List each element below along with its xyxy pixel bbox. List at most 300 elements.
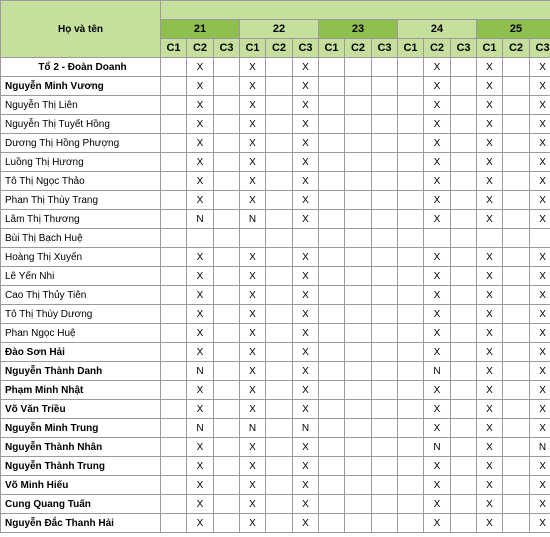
shift-mark-cell[interactable]: X: [477, 476, 503, 495]
shift-mark-cell[interactable]: [266, 134, 293, 153]
shift-mark-cell[interactable]: [345, 362, 372, 381]
shift-mark-cell[interactable]: [451, 381, 477, 400]
shift-mark-cell[interactable]: [398, 248, 424, 267]
shift-mark-cell[interactable]: [503, 476, 530, 495]
shift-mark-cell[interactable]: X: [530, 134, 550, 153]
shift-mark-cell[interactable]: [503, 305, 530, 324]
shift-mark-cell[interactable]: X: [240, 191, 266, 210]
shift-mark-cell[interactable]: [266, 457, 293, 476]
shift-mark-cell[interactable]: [161, 476, 187, 495]
shift-mark-cell[interactable]: [451, 77, 477, 96]
shift-mark-cell[interactable]: X: [240, 495, 266, 514]
shift-mark-cell[interactable]: X: [293, 96, 319, 115]
shift-mark-cell[interactable]: [398, 191, 424, 210]
shift-mark-cell[interactable]: [345, 248, 372, 267]
shift-mark-cell[interactable]: [161, 267, 187, 286]
shift-mark-cell[interactable]: [451, 305, 477, 324]
shift-mark-cell[interactable]: [266, 400, 293, 419]
shift-mark-cell[interactable]: X: [424, 248, 451, 267]
shift-mark-cell[interactable]: [372, 286, 398, 305]
shift-mark-cell[interactable]: [451, 96, 477, 115]
shift-mark-cell[interactable]: [451, 172, 477, 191]
shift-mark-cell[interactable]: [372, 96, 398, 115]
shift-mark-cell[interactable]: [345, 153, 372, 172]
shift-mark-cell[interactable]: [319, 305, 345, 324]
shift-mark-cell[interactable]: X: [424, 495, 451, 514]
shift-mark-cell[interactable]: [266, 229, 293, 248]
shift-mark-cell[interactable]: X: [240, 77, 266, 96]
shift-mark-cell[interactable]: [398, 381, 424, 400]
shift-mark-cell[interactable]: [161, 457, 187, 476]
shift-mark-cell[interactable]: [503, 229, 530, 248]
shift-mark-cell[interactable]: [372, 305, 398, 324]
shift-mark-cell[interactable]: N: [240, 210, 266, 229]
shift-mark-cell[interactable]: X: [187, 476, 214, 495]
shift-mark-cell[interactable]: X: [424, 324, 451, 343]
shift-mark-cell[interactable]: X: [477, 115, 503, 134]
shift-mark-cell[interactable]: X: [477, 153, 503, 172]
shift-mark-cell[interactable]: X: [477, 400, 503, 419]
shift-mark-cell[interactable]: [214, 134, 240, 153]
shift-mark-cell[interactable]: X: [187, 286, 214, 305]
shift-mark-cell[interactable]: [398, 495, 424, 514]
shift-mark-cell[interactable]: X: [424, 400, 451, 419]
shift-mark-cell[interactable]: X: [477, 419, 503, 438]
shift-mark-cell[interactable]: [240, 229, 266, 248]
shift-mark-cell[interactable]: [372, 153, 398, 172]
shift-mark-cell[interactable]: X: [293, 476, 319, 495]
shift-mark-cell[interactable]: [161, 248, 187, 267]
shift-mark-cell[interactable]: X: [187, 96, 214, 115]
shift-mark-cell[interactable]: X: [187, 514, 214, 533]
shift-mark-cell[interactable]: [503, 438, 530, 457]
shift-mark-cell[interactable]: X: [187, 457, 214, 476]
shift-mark-cell[interactable]: X: [530, 267, 550, 286]
shift-mark-cell[interactable]: X: [477, 96, 503, 115]
shift-mark-cell[interactable]: X: [293, 286, 319, 305]
shift-mark-cell[interactable]: [398, 267, 424, 286]
shift-mark-cell[interactable]: [398, 438, 424, 457]
shift-mark-cell[interactable]: [161, 343, 187, 362]
shift-mark-cell[interactable]: [319, 381, 345, 400]
shift-mark-cell[interactable]: [398, 476, 424, 495]
shift-mark-cell[interactable]: [345, 115, 372, 134]
shift-mark-cell[interactable]: [398, 343, 424, 362]
shift-mark-cell[interactable]: X: [293, 457, 319, 476]
shift-mark-cell[interactable]: [319, 286, 345, 305]
shift-mark-cell[interactable]: X: [477, 134, 503, 153]
shift-mark-cell[interactable]: X: [477, 267, 503, 286]
shift-mark-cell[interactable]: [319, 476, 345, 495]
shift-mark-cell[interactable]: [345, 305, 372, 324]
shift-mark-cell[interactable]: [214, 362, 240, 381]
shift-mark-cell[interactable]: X: [424, 514, 451, 533]
shift-mark-cell[interactable]: [398, 305, 424, 324]
shift-mark-cell[interactable]: X: [240, 324, 266, 343]
shift-mark-cell[interactable]: [503, 58, 530, 77]
shift-mark-cell[interactable]: X: [240, 134, 266, 153]
shift-mark-cell[interactable]: [451, 362, 477, 381]
shift-mark-cell[interactable]: [319, 248, 345, 267]
shift-mark-cell[interactable]: [372, 514, 398, 533]
shift-mark-cell[interactable]: X: [293, 438, 319, 457]
shift-mark-cell[interactable]: X: [424, 457, 451, 476]
shift-mark-cell[interactable]: X: [530, 381, 550, 400]
shift-mark-cell[interactable]: [161, 495, 187, 514]
shift-mark-cell[interactable]: [161, 77, 187, 96]
shift-mark-cell[interactable]: [451, 115, 477, 134]
shift-mark-cell[interactable]: N: [293, 419, 319, 438]
shift-mark-cell[interactable]: [451, 476, 477, 495]
shift-mark-cell[interactable]: X: [477, 438, 503, 457]
shift-mark-cell[interactable]: X: [530, 305, 550, 324]
shift-mark-cell[interactable]: [372, 77, 398, 96]
shift-mark-cell[interactable]: X: [530, 362, 550, 381]
shift-mark-cell[interactable]: [214, 419, 240, 438]
shift-mark-cell[interactable]: X: [477, 77, 503, 96]
shift-mark-cell[interactable]: X: [530, 514, 550, 533]
shift-mark-cell[interactable]: [398, 96, 424, 115]
shift-mark-cell[interactable]: [451, 248, 477, 267]
shift-mark-cell[interactable]: X: [293, 514, 319, 533]
shift-mark-cell[interactable]: X: [530, 419, 550, 438]
shift-mark-cell[interactable]: [372, 419, 398, 438]
shift-mark-cell[interactable]: [161, 286, 187, 305]
shift-mark-cell[interactable]: X: [293, 381, 319, 400]
shift-mark-cell[interactable]: N: [424, 362, 451, 381]
shift-mark-cell[interactable]: [266, 286, 293, 305]
shift-mark-cell[interactable]: [345, 381, 372, 400]
shift-mark-cell[interactable]: [398, 77, 424, 96]
shift-mark-cell[interactable]: X: [477, 514, 503, 533]
shift-mark-cell[interactable]: X: [187, 267, 214, 286]
shift-mark-cell[interactable]: [161, 324, 187, 343]
shift-mark-cell[interactable]: [319, 514, 345, 533]
shift-mark-cell[interactable]: [266, 495, 293, 514]
shift-mark-cell[interactable]: [214, 514, 240, 533]
shift-mark-cell[interactable]: [266, 362, 293, 381]
shift-mark-cell[interactable]: [503, 96, 530, 115]
shift-mark-cell[interactable]: [451, 419, 477, 438]
shift-mark-cell[interactable]: X: [240, 305, 266, 324]
shift-mark-cell[interactable]: [345, 58, 372, 77]
shift-mark-cell[interactable]: [214, 229, 240, 248]
shift-mark-cell[interactable]: [503, 210, 530, 229]
shift-mark-cell[interactable]: X: [293, 134, 319, 153]
shift-mark-cell[interactable]: [293, 229, 319, 248]
shift-mark-cell[interactable]: X: [530, 286, 550, 305]
shift-mark-cell[interactable]: N: [424, 438, 451, 457]
shift-mark-cell[interactable]: X: [240, 438, 266, 457]
shift-mark-cell[interactable]: [345, 210, 372, 229]
shift-mark-cell[interactable]: X: [293, 77, 319, 96]
shift-mark-cell[interactable]: [398, 400, 424, 419]
shift-mark-cell[interactable]: X: [240, 96, 266, 115]
shift-mark-cell[interactable]: X: [187, 381, 214, 400]
shift-mark-cell[interactable]: [503, 286, 530, 305]
shift-mark-cell[interactable]: [345, 191, 372, 210]
shift-mark-cell[interactable]: X: [424, 305, 451, 324]
shift-mark-cell[interactable]: [214, 343, 240, 362]
shift-mark-cell[interactable]: [503, 153, 530, 172]
shift-mark-cell[interactable]: X: [477, 191, 503, 210]
shift-mark-cell[interactable]: [398, 210, 424, 229]
shift-mark-cell[interactable]: X: [240, 172, 266, 191]
shift-mark-cell[interactable]: [451, 153, 477, 172]
shift-mark-cell[interactable]: [266, 324, 293, 343]
shift-mark-cell[interactable]: [503, 248, 530, 267]
shift-mark-cell[interactable]: [161, 400, 187, 419]
shift-mark-cell[interactable]: [319, 58, 345, 77]
shift-mark-cell[interactable]: X: [187, 324, 214, 343]
shift-mark-cell[interactable]: X: [240, 476, 266, 495]
shift-mark-cell[interactable]: [345, 457, 372, 476]
shift-mark-cell[interactable]: X: [293, 153, 319, 172]
shift-mark-cell[interactable]: X: [477, 324, 503, 343]
shift-mark-cell[interactable]: X: [240, 343, 266, 362]
shift-mark-cell[interactable]: [372, 476, 398, 495]
shift-mark-cell[interactable]: X: [187, 134, 214, 153]
shift-mark-cell[interactable]: X: [530, 248, 550, 267]
shift-mark-cell[interactable]: [345, 495, 372, 514]
shift-mark-cell[interactable]: [214, 210, 240, 229]
shift-mark-cell[interactable]: X: [477, 58, 503, 77]
shift-mark-cell[interactable]: [214, 400, 240, 419]
shift-mark-cell[interactable]: [503, 495, 530, 514]
shift-mark-cell[interactable]: [319, 495, 345, 514]
shift-mark-cell[interactable]: [372, 210, 398, 229]
shift-mark-cell[interactable]: [451, 324, 477, 343]
shift-mark-cell[interactable]: [214, 286, 240, 305]
shift-mark-cell[interactable]: [187, 229, 214, 248]
shift-mark-cell[interactable]: X: [424, 419, 451, 438]
shift-mark-cell[interactable]: X: [530, 172, 550, 191]
shift-mark-cell[interactable]: [372, 457, 398, 476]
shift-mark-cell[interactable]: N: [187, 210, 214, 229]
shift-mark-cell[interactable]: [503, 134, 530, 153]
shift-mark-cell[interactable]: N: [187, 362, 214, 381]
shift-mark-cell[interactable]: X: [293, 58, 319, 77]
shift-mark-cell[interactable]: [161, 134, 187, 153]
shift-mark-cell[interactable]: X: [187, 58, 214, 77]
shift-mark-cell[interactable]: [503, 77, 530, 96]
shift-mark-cell[interactable]: X: [477, 305, 503, 324]
shift-mark-cell[interactable]: [319, 210, 345, 229]
shift-mark-cell[interactable]: [345, 172, 372, 191]
shift-mark-cell[interactable]: [161, 210, 187, 229]
shift-mark-cell[interactable]: X: [293, 343, 319, 362]
shift-mark-cell[interactable]: [503, 324, 530, 343]
shift-mark-cell[interactable]: X: [293, 267, 319, 286]
shift-mark-cell[interactable]: [345, 286, 372, 305]
shift-mark-cell[interactable]: X: [530, 324, 550, 343]
shift-mark-cell[interactable]: X: [187, 172, 214, 191]
shift-mark-cell[interactable]: [214, 77, 240, 96]
shift-mark-cell[interactable]: X: [187, 343, 214, 362]
shift-mark-cell[interactable]: [372, 58, 398, 77]
shift-mark-cell[interactable]: [266, 381, 293, 400]
shift-mark-cell[interactable]: X: [240, 514, 266, 533]
shift-mark-cell[interactable]: [372, 172, 398, 191]
shift-mark-cell[interactable]: [266, 267, 293, 286]
shift-mark-cell[interactable]: [161, 229, 187, 248]
shift-mark-cell[interactable]: [503, 457, 530, 476]
shift-mark-cell[interactable]: [266, 172, 293, 191]
shift-mark-cell[interactable]: X: [424, 191, 451, 210]
shift-mark-cell[interactable]: X: [240, 115, 266, 134]
shift-mark-cell[interactable]: X: [477, 457, 503, 476]
shift-mark-cell[interactable]: X: [424, 343, 451, 362]
shift-mark-cell[interactable]: [503, 191, 530, 210]
shift-mark-cell[interactable]: X: [530, 58, 550, 77]
shift-mark-cell[interactable]: [161, 362, 187, 381]
shift-mark-cell[interactable]: X: [187, 305, 214, 324]
shift-mark-cell[interactable]: [503, 419, 530, 438]
shift-mark-cell[interactable]: [319, 96, 345, 115]
shift-mark-cell[interactable]: X: [424, 115, 451, 134]
shift-mark-cell[interactable]: X: [293, 115, 319, 134]
shift-mark-cell[interactable]: [372, 134, 398, 153]
shift-mark-cell[interactable]: [372, 229, 398, 248]
shift-mark-cell[interactable]: [319, 457, 345, 476]
shift-mark-cell[interactable]: [398, 134, 424, 153]
shift-mark-cell[interactable]: [503, 381, 530, 400]
shift-mark-cell[interactable]: X: [530, 476, 550, 495]
shift-mark-cell[interactable]: X: [477, 210, 503, 229]
shift-mark-cell[interactable]: X: [293, 362, 319, 381]
shift-mark-cell[interactable]: X: [424, 210, 451, 229]
shift-mark-cell[interactable]: X: [424, 153, 451, 172]
shift-mark-cell[interactable]: [424, 229, 451, 248]
shift-mark-cell[interactable]: X: [424, 172, 451, 191]
shift-mark-cell[interactable]: [266, 419, 293, 438]
shift-mark-cell[interactable]: [345, 267, 372, 286]
shift-mark-cell[interactable]: [503, 267, 530, 286]
shift-mark-cell[interactable]: [503, 343, 530, 362]
shift-mark-cell[interactable]: [398, 324, 424, 343]
shift-mark-cell[interactable]: [161, 96, 187, 115]
shift-mark-cell[interactable]: X: [293, 172, 319, 191]
shift-mark-cell[interactable]: [319, 172, 345, 191]
shift-mark-cell[interactable]: X: [477, 172, 503, 191]
shift-mark-cell[interactable]: [161, 419, 187, 438]
shift-mark-cell[interactable]: [266, 210, 293, 229]
shift-mark-cell[interactable]: [503, 514, 530, 533]
shift-mark-cell[interactable]: [372, 115, 398, 134]
shift-mark-cell[interactable]: [345, 476, 372, 495]
shift-mark-cell[interactable]: [319, 267, 345, 286]
shift-mark-cell[interactable]: [214, 96, 240, 115]
shift-mark-cell[interactable]: [372, 191, 398, 210]
shift-mark-cell[interactable]: [214, 115, 240, 134]
shift-mark-cell[interactable]: [451, 191, 477, 210]
shift-mark-cell[interactable]: [345, 96, 372, 115]
shift-mark-cell[interactable]: X: [240, 267, 266, 286]
shift-mark-cell[interactable]: X: [530, 210, 550, 229]
shift-mark-cell[interactable]: [345, 419, 372, 438]
shift-mark-cell[interactable]: X: [530, 343, 550, 362]
shift-mark-cell[interactable]: N: [187, 419, 214, 438]
shift-mark-cell[interactable]: [477, 229, 503, 248]
shift-mark-cell[interactable]: [214, 191, 240, 210]
shift-mark-cell[interactable]: [451, 400, 477, 419]
shift-mark-cell[interactable]: [214, 438, 240, 457]
shift-mark-cell[interactable]: [345, 400, 372, 419]
shift-mark-cell[interactable]: [214, 248, 240, 267]
shift-mark-cell[interactable]: [451, 134, 477, 153]
shift-mark-cell[interactable]: [398, 514, 424, 533]
shift-mark-cell[interactable]: [319, 77, 345, 96]
shift-mark-cell[interactable]: [266, 476, 293, 495]
shift-mark-cell[interactable]: [451, 58, 477, 77]
shift-mark-cell[interactable]: [319, 400, 345, 419]
shift-mark-cell[interactable]: X: [424, 286, 451, 305]
shift-mark-cell[interactable]: [398, 153, 424, 172]
shift-mark-cell[interactable]: [214, 267, 240, 286]
shift-mark-cell[interactable]: X: [240, 153, 266, 172]
shift-mark-cell[interactable]: X: [240, 248, 266, 267]
shift-mark-cell[interactable]: [161, 115, 187, 134]
shift-mark-cell[interactable]: [319, 153, 345, 172]
shift-mark-cell[interactable]: X: [293, 191, 319, 210]
shift-mark-cell[interactable]: X: [187, 495, 214, 514]
shift-mark-cell[interactable]: X: [530, 457, 550, 476]
shift-mark-cell[interactable]: [161, 381, 187, 400]
shift-mark-cell[interactable]: [214, 58, 240, 77]
shift-mark-cell[interactable]: [319, 191, 345, 210]
shift-mark-cell[interactable]: [372, 362, 398, 381]
shift-mark-cell[interactable]: X: [477, 495, 503, 514]
shift-mark-cell[interactable]: X: [530, 96, 550, 115]
shift-mark-cell[interactable]: X: [293, 400, 319, 419]
shift-mark-cell[interactable]: [398, 457, 424, 476]
shift-mark-cell[interactable]: X: [187, 191, 214, 210]
shift-mark-cell[interactable]: [398, 286, 424, 305]
shift-mark-cell[interactable]: X: [424, 96, 451, 115]
shift-mark-cell[interactable]: [214, 457, 240, 476]
shift-mark-cell[interactable]: [161, 58, 187, 77]
shift-mark-cell[interactable]: [266, 191, 293, 210]
shift-mark-cell[interactable]: [319, 343, 345, 362]
shift-mark-cell[interactable]: [266, 77, 293, 96]
shift-mark-cell[interactable]: N: [240, 419, 266, 438]
shift-mark-cell[interactable]: [372, 343, 398, 362]
shift-mark-cell[interactable]: [398, 58, 424, 77]
shift-mark-cell[interactable]: [451, 210, 477, 229]
shift-mark-cell[interactable]: X: [530, 153, 550, 172]
shift-mark-cell[interactable]: [451, 267, 477, 286]
shift-mark-cell[interactable]: X: [187, 400, 214, 419]
shift-mark-cell[interactable]: X: [530, 191, 550, 210]
shift-mark-cell[interactable]: [266, 115, 293, 134]
shift-mark-cell[interactable]: X: [424, 134, 451, 153]
shift-mark-cell[interactable]: N: [530, 438, 550, 457]
shift-mark-cell[interactable]: X: [240, 362, 266, 381]
shift-mark-cell[interactable]: X: [240, 400, 266, 419]
shift-mark-cell[interactable]: X: [187, 438, 214, 457]
shift-mark-cell[interactable]: [214, 324, 240, 343]
shift-mark-cell[interactable]: [503, 400, 530, 419]
shift-mark-cell[interactable]: [319, 324, 345, 343]
shift-mark-cell[interactable]: X: [293, 210, 319, 229]
shift-mark-cell[interactable]: X: [293, 305, 319, 324]
shift-mark-cell[interactable]: [530, 229, 550, 248]
shift-mark-cell[interactable]: [266, 248, 293, 267]
shift-mark-cell[interactable]: X: [530, 495, 550, 514]
shift-mark-cell[interactable]: [503, 362, 530, 381]
shift-mark-cell[interactable]: [319, 419, 345, 438]
shift-mark-cell[interactable]: X: [187, 153, 214, 172]
